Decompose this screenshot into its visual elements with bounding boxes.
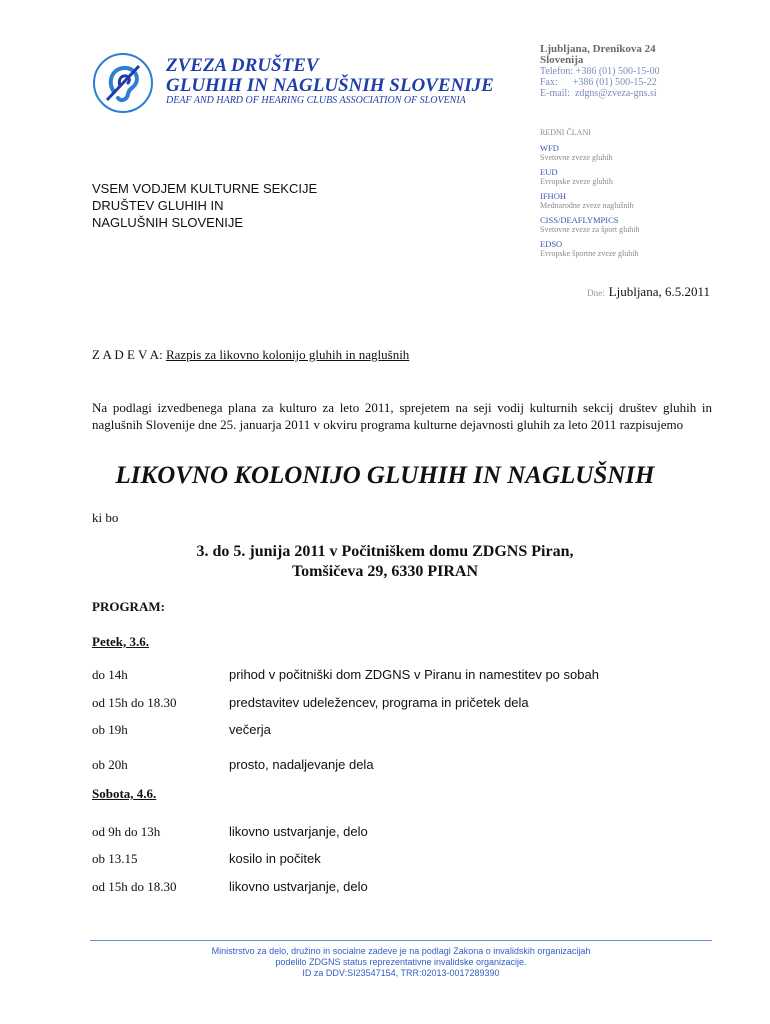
schedule-activity: prihod v počitniški dom ZDGNS v Piranu in namestitev po sobah (229, 667, 599, 682)
schedule-row (92, 851, 732, 869)
member-item (540, 167, 740, 187)
schedule-time: ob 13.15 (92, 851, 138, 866)
ki-bo-text: ki bo (92, 510, 119, 525)
member-desc: Svetovne zveze gluhih (540, 153, 613, 162)
address-country: Slovenija (540, 54, 584, 66)
member-organizations (540, 128, 740, 263)
member-desc: Svetovne zveze za šport gluhih (540, 225, 640, 234)
schedule-row (92, 879, 732, 897)
schedule-activity: likovno ustvarjanje, delo (229, 824, 368, 839)
schedule-activity: predstavitev udeležencev, programa in pričetek dela (229, 695, 529, 710)
recipient-block (92, 180, 317, 231)
footer-line: podelilo ZDGNS status reprezentativne invalidske organizacije. (275, 957, 527, 967)
schedule-row (92, 757, 732, 775)
subject-line (92, 347, 409, 363)
event-address: Tomšičeva 29, 6330 PIRAN (291, 563, 479, 580)
contact-block (540, 44, 740, 99)
schedule-time: ob 20h (92, 757, 128, 772)
recipient-line: VSEM VODJEM KULTURNE SEKCIJE (92, 181, 318, 196)
schedule-activity: kosilo in počitek (229, 851, 321, 866)
member-code: CISS/DEAFLYMPICS (540, 215, 619, 225)
fax-number: Fax: +386 (01) 500-15-22 (540, 77, 657, 88)
member-code: EUD (540, 167, 558, 177)
date-value: Ljubljana, 6.5.2011 (608, 284, 710, 299)
members-heading: REDNI ČLANI (540, 128, 591, 137)
ear-logo-icon (92, 52, 154, 114)
member-item (540, 143, 740, 163)
schedule-time: od 9h do 13h (92, 824, 161, 839)
schedule-row (92, 824, 732, 842)
letter-date (587, 284, 710, 300)
member-code: WFD (540, 143, 559, 153)
schedule-time: ob 19h (92, 722, 128, 737)
org-name-english: DEAF AND HARD OF HEARING CLUBS ASSOCIATION OF SLOVENIA (166, 95, 466, 106)
day-heading: Petek, 3.6. (92, 634, 150, 649)
member-code: EDSO (540, 239, 563, 249)
member-desc: Evropske športne zveze gluhih (540, 249, 639, 258)
phone-number: Telefon: +386 (01) 500-15-00 (540, 66, 660, 77)
schedule-row (92, 722, 732, 740)
day-heading: Sobota, 4.6. (92, 786, 157, 801)
member-item (540, 239, 740, 259)
footer-line: ID za DDV:SI23547154, TRR:02013-0017289390 (302, 968, 500, 978)
schedule-activity: likovno ustvarjanje, delo (229, 879, 368, 894)
date-label: Dne: (587, 288, 605, 298)
member-code: IFHOH (540, 191, 566, 201)
schedule-time: do 14h (92, 667, 128, 682)
recipient-line: DRUŠTEV GLUHIH IN (92, 198, 224, 213)
footer (90, 946, 712, 979)
org-name-line1: ZVEZA DRUŠTEV (166, 55, 319, 76)
email-address: E-mail: zdgns@zveza-gns.si (540, 88, 657, 99)
schedule-row (92, 695, 732, 713)
member-item (540, 215, 740, 235)
recipient-line: NAGLUŠNIH SLOVENIJE (92, 215, 243, 230)
schedule-time: od 15h do 18.30 (92, 879, 177, 894)
org-name-line2: GLUHIH IN NAGLUŠNIH SLOVENIJE (166, 75, 494, 96)
schedule-activity: prosto, nadaljevanje dela (229, 757, 374, 772)
member-item (540, 191, 740, 211)
schedule-time: od 15h do 18.30 (92, 695, 177, 710)
event-dates: 3. do 5. junija 2011 v Počitniškem domu ZDGNS Piran, (196, 543, 574, 560)
schedule-activity: večerja (229, 722, 271, 737)
footer-divider (90, 940, 712, 941)
schedule-row (92, 667, 732, 685)
event-headline: LIKOVNO KOLONIJO GLUHIH IN NAGLUŠNIH (115, 462, 655, 489)
program-heading: PROGRAM: (92, 599, 165, 614)
subject-text: Razpis za likovno kolonijo gluhih in naglušnih (165, 347, 410, 362)
body-paragraph: Na podlagi izvedbenega plana za kulturo za leto 2011, sprejetem na seji vodij kulturnih sekcij društev gluhih in naglušnih Slovenije dne 25. januarja 2011 v okviru programa kulturne dejavnosti gluhih za leto 2011 razpisujemo (92, 400, 712, 432)
member-desc: Mednarodne zveze naglušnih (540, 201, 634, 210)
footer-line: Ministrstvo za delo, družino in socialne zadeve je na podlagi Zakona o invalidskih organizacijah (211, 946, 591, 956)
address-street: Ljubljana, Drenikova 24 (540, 43, 656, 55)
subject-label: Z A D E V A: (92, 347, 163, 362)
member-desc: Evropske zveze gluhih (540, 177, 613, 186)
